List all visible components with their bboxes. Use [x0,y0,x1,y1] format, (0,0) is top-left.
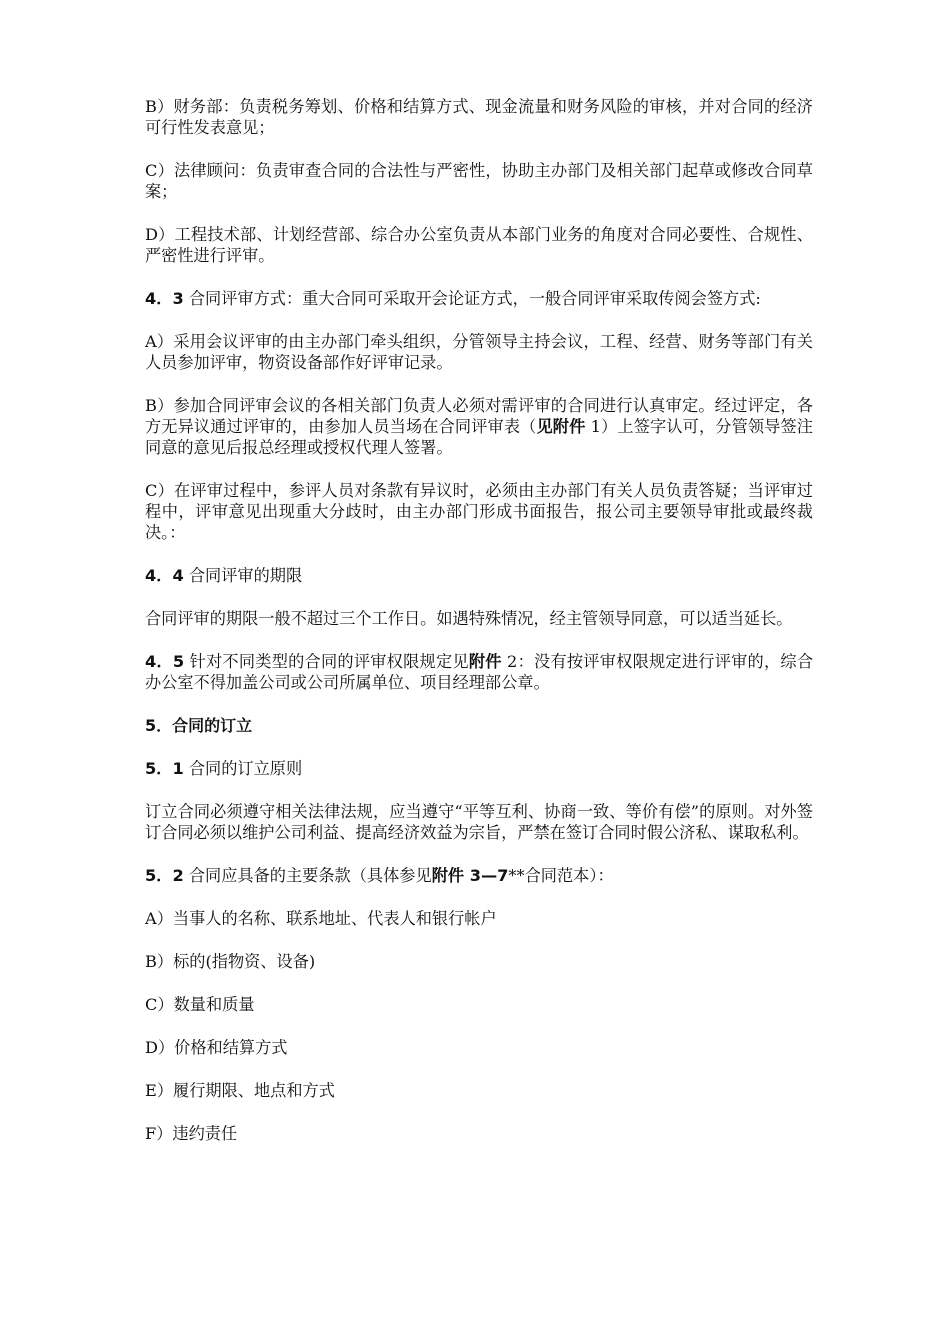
section-text: 合同评审方式：重大合同可采取开会论证方式，一般合同评审采取传阅会签方式: [183,289,761,308]
paragraph-text: B）参加合同评审会议的各相关部门负责人必须对需评审的合同进行认真审定。经过评定，各方无异议通过评审的，由参加人员当场在合同评审表（ [145,396,813,436]
list-item: D）价格和结算方式 [145,1038,288,1057]
section-4-3 [145,288,813,309]
section-text: 合同评审的期限 [183,566,303,585]
section-number: 5．1 [145,759,184,778]
paragraph-dispute: C）在评审过程中，参评人员对条款有异议时，必须由主办部门有关人员负责答疑；当评审过程中，评审意见出现重大分歧时，由主办部门形成书面报告，报公司主要领导审批或最终裁决。： [145,481,813,542]
section-text: 2：没有按评审权限规定进行评审的，综合办公室不得加盖公司或公司所属单位、项目经理部公章。 [145,652,814,692]
list-item: A）当事人的名称、联系地址、代表人和银行帐户 [145,909,497,928]
paragraph-legal-advisor: C）法律顾问：负责审查合同的合法性与严密性，协助主办部门及相关部门起草或修改合同草案； [145,161,813,201]
paragraph-signing-principles: 订立合同必须遵守相关法律法规，应当遵守“平等互利、协商一致、等价有偿”的原则。对外签订合同必须以维护公司利益、提高经济效益为宗旨，严禁在签订合同时假公济私、谋取私利。 [145,802,813,842]
attachment-reference: 附件 3—7 [431,866,509,885]
paragraph-text: 1）上签字认可，分管领导签注同意的意见后报总经理或授权代理人签署。 [145,417,813,457]
section-4-5 [145,651,813,693]
attachment-reference: 附件 [468,652,502,671]
section-text: 合同的订立原则 [183,759,303,778]
section-number: 4．5 [145,652,185,671]
attachment-reference: 见附件 [536,417,586,436]
section-number: 4．4 [145,566,184,585]
list-item: F）违约责任 [145,1124,238,1143]
section-number: 5．2 [145,866,184,885]
section-text: **合同范本）： [508,866,614,885]
list-item: E）履行期限、地点和方式 [145,1081,335,1100]
paragraph-meeting-review: A）采用会议评审的由主办部门牵头组织，分管领导主持会议，工程、经营、财务等部门有关人员参加评审，物资设备部作好评审记录。 [145,332,813,372]
paragraph-other-depts: D）工程技术部、计划经营部、综合办公室负责从本部门业务的角度对合同必要性、合规性、严密性进行评审。 [145,225,813,265]
document-page [145,96,813,1166]
paragraph-review-period: 合同评审的期限一般不超过三个工作日。如遇特殊情况，经主管领导同意，可以适当延长。 [145,609,793,628]
section-text: 针对不同类型的合同的评审权限规定见 [184,652,469,671]
list-item: B）标的(指物资、设备) [145,952,316,971]
section-5-heading: 5．合同的订立 [145,716,253,735]
section-4-4 [145,565,813,586]
paragraph-finance-dept: B）财务部：负责税务筹划、价格和结算方式、现金流量和财务风险的审核，并对合同的经济可行性发表意见； [145,97,813,137]
section-text: 合同应具备的主要条款（具体参见 [183,866,432,885]
paragraph-meeting-signoff [145,395,813,458]
section-5-1 [145,758,813,779]
list-item: C）数量和质量 [145,995,255,1014]
section-5-2 [145,865,813,886]
section-number: 4．3 [145,289,184,308]
